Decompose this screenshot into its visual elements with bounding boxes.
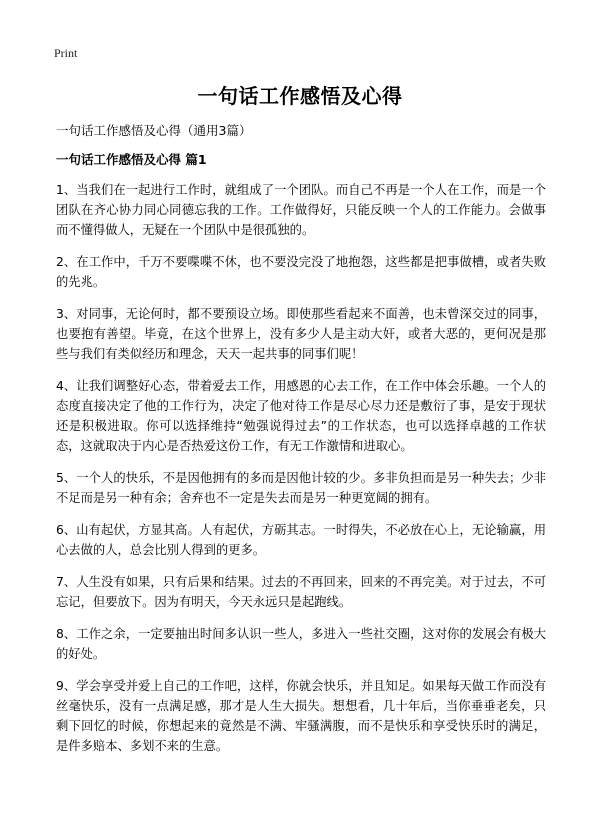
paragraph: 6、山有起伏，方显其高。人有起伏，方砺其志。一时得失，不必放在心上，无论输赢，用心去做的人，总会比别人得到的更多。 [56, 523, 546, 557]
print-link[interactable]: Print [54, 46, 78, 60]
paragraph: 9、学会享受并爱上自己的工作吧，这样，你就会快乐，并且知足。如果每天做工作而没有丝毫快乐，没有一点满足感，那才是人生大损失。想想看，几十年后，当你垂垂老矣，只剩下回忆的时候，你想起来的竟然是不满、牢骚满腹，而不是快乐和享受快乐时的满足，是件多赔本、多划不来的生意。 [56, 679, 546, 753]
paragraph: 7、人生没有如果，只有后果和结果。过去的不再回来，回来的不再完美。对于过去，不可忘记，但要放下。因为有明天，今天永远只是起跑线。 [56, 575, 546, 609]
paragraph: 8、工作之余，一定要抽出时间多认识一些人，多进入一些社交圈，这对你的发展会有极大的好处。 [56, 627, 546, 661]
paragraph: 4、让我们调整好心态，带着爱去工作，用感恩的心去工作，在工作中体会乐趣。一个人的态度直接决定了他的工作行为，决定了他对待工作是尽心尽力还是敷衍了事，是安于现状还是积极进取。你可以选择维持“勉强说得过去”的工作状态，也可以选择卓越的工作状态，这就取决于内心是否热爱这份工作，有无工作激情和进取心。 [56, 379, 546, 453]
section-heading: 一句话工作感悟及心得 篇1 [56, 152, 207, 167]
paragraph: 5、一个人的快乐，不是因他拥有的多而是因他计较的少。多非负担而是另一种失去；少非不足而是另一种有余；舍弃也不一定是失去而是另一种更宽阔的拥有。 [56, 471, 546, 505]
paragraph: 1、当我们在一起进行工作时，就组成了一个团队。而自己不再是一个人在工作，而是一个团队在齐心协力同心同德忘我的工作。工作做得好，只能反映一个人的工作能力。会做事而不懂得做人，无疑在一个团队中是很孤独的。 [56, 183, 546, 237]
paragraph: 2、在工作中，千万不要喋喋不休，也不要没完没了地抱怨，这些都是把事做槽，或者失败的先兆。 [56, 255, 546, 289]
paragraph: 3、对同事，无论何时，都不要预设立场。即使那些看起来不面善，也未曾深交过的同事，也要抱有善望。毕竟，在这个世界上，没有多少人是主动大奸，或者大恶的，更何况是那些与我们有类似经历和理念，天天一起共事的同事们呢！ [56, 307, 546, 361]
document-title: 一句话工作感悟及心得 [197, 84, 403, 108]
document-subtitle: 一句话工作感悟及心得（通用3篇） [56, 123, 252, 138]
paragraph-list [56, 180, 546, 768]
